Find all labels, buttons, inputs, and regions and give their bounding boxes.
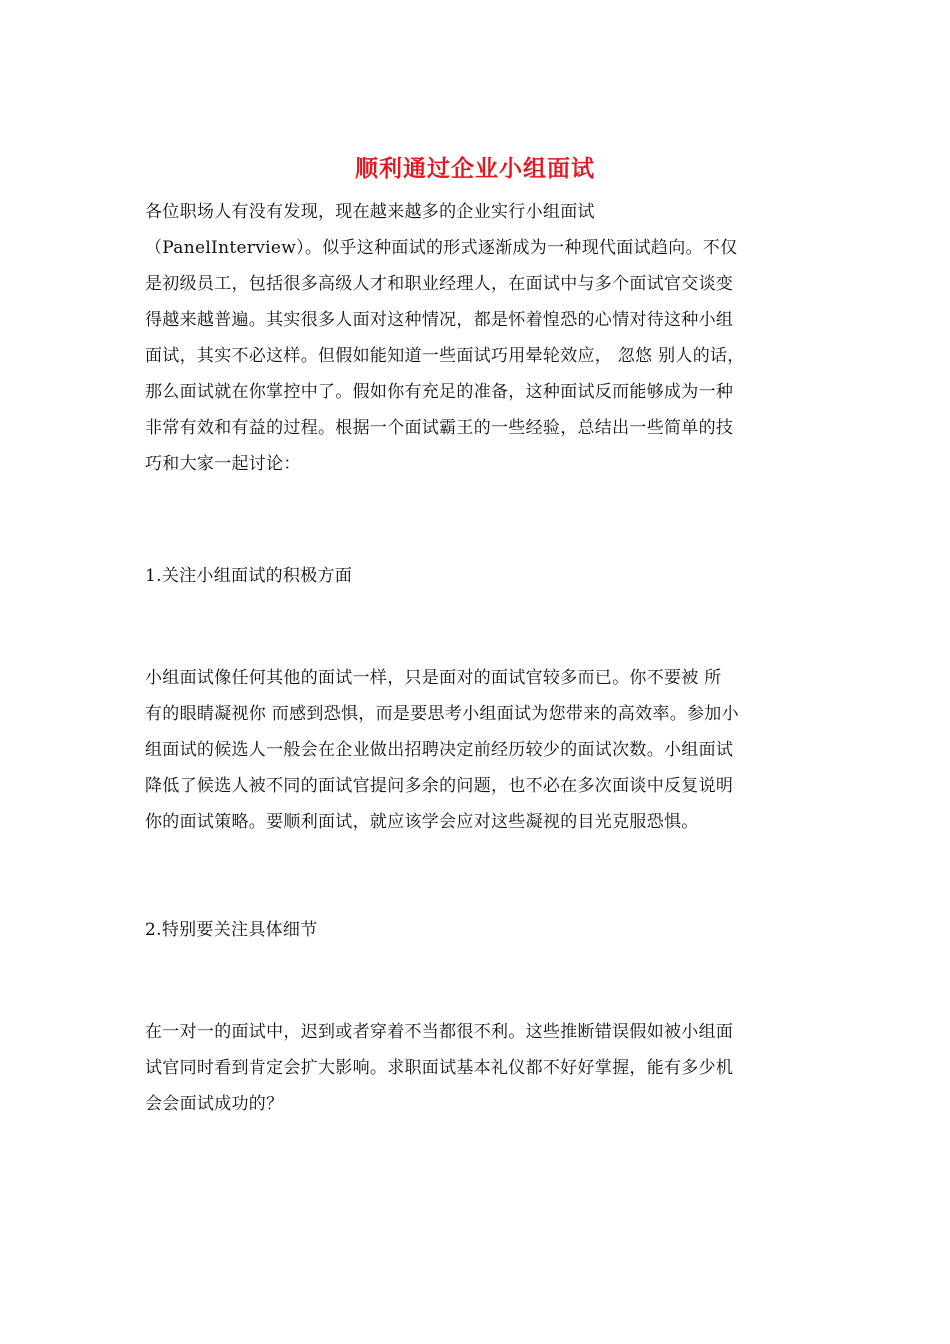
intro-line: 面试，其实不必这样。但假如能知道一些面试巧用晕轮效应， 忽悠 别人的话， [145, 346, 745, 366]
section1-line: 有的眼睛凝视你 而感到恐惧，而是要思考小组面试为您带来的高效率。参加小 [145, 704, 739, 724]
intro-line: 巧和大家一起讨论： [145, 454, 301, 474]
page-title: 顺利通过企业小组面试 [355, 156, 595, 182]
intro-line: 各位职场人有没有发现，现在越来越多的企业实行小组面试 [145, 202, 595, 222]
section2-line: 会会面试成功的？ [145, 1094, 284, 1114]
section1-line: 小组面试像任何其他的面试一样，只是面对的面试官较多而已。你不要被 所 [145, 668, 722, 688]
section1-line: 组面试的候选人一般会在企业做出招聘决定前经历较少的面试次数。小组面试 [145, 740, 734, 760]
intro-line: 是初级员工，包括很多高级人才和职业经理人，在面试中与多个面试官交谈变 [145, 274, 734, 294]
section-heading-1: 1.关注小组面试的积极方面 [145, 566, 353, 586]
section1-line: 你的面试策略。要顺利面试，就应该学会应对这些凝视的目光克服恐惧。 [145, 812, 699, 832]
intro-line: 非常有效和有益的过程。根据一个面试霸王的一些经验，总结出一些简单的技 [145, 418, 734, 438]
section2-line: 试官同时看到肯定会扩大影响。求职面试基本礼仪都不好好掌握，能有多少机 [145, 1058, 734, 1078]
section-heading-2: 2.特别要关注具体细节 [145, 920, 318, 940]
section1-line: 降低了候选人被不同的面试官提问多余的问题，也不必在多次面谈中反复说明 [145, 776, 734, 796]
intro-line: 那么面试就在你掌控中了。假如你有充足的准备，这种面试反而能够成为一种 [145, 382, 734, 402]
intro-line: 得越来越普遍。其实很多人面对这种情况，都是怀着惶恐的心情对待这种小组 [145, 310, 734, 330]
section2-line: 在一对一的面试中，迟到或者穿着不当都很不利。这些推断错误假如被小组面 [145, 1022, 734, 1042]
intro-line: （PanelInterview）。似乎这种面试的形式逐渐成为一种现代面试趋向。不仅 [145, 238, 738, 258]
